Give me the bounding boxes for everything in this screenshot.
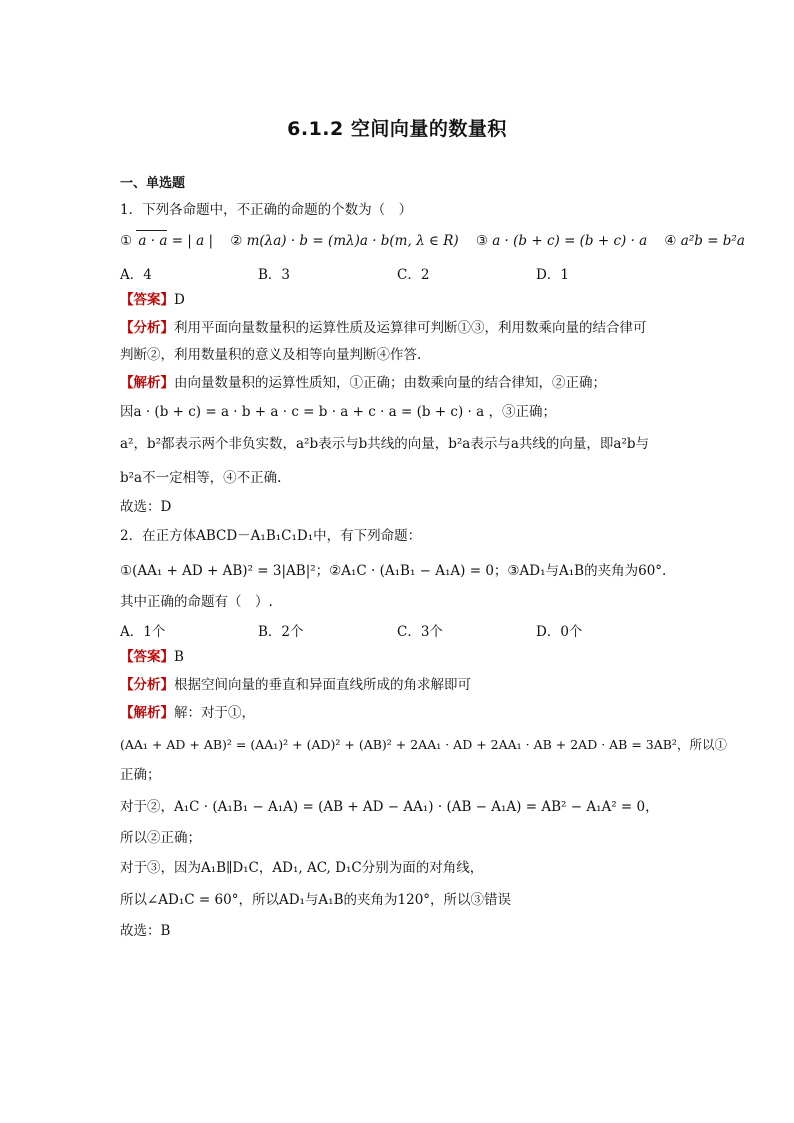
analysis-tag: 【分析】	[120, 677, 174, 693]
q1-option-a: A．4	[120, 267, 152, 283]
q1-solution-line-3: a²，b²都表示两个非负实数，a²b表示与b共线的向量，b²a表示与a共线的向量，即a²b与	[120, 436, 650, 452]
analysis-text: 根据空间向量的垂直和异面直线所成的角求解即可	[174, 677, 471, 693]
prop-1-num: ①	[120, 233, 133, 249]
q1-option-d: D．1	[536, 267, 569, 283]
solution-text: 由向量数量积的运算性质知，①正确；由数乘向量的结合律知，②正确；	[174, 375, 606, 391]
solution-tag: 【解析】	[120, 705, 174, 721]
prop-2-expr: m(λa) · b = (mλ)a · b(m, λ ∈ R)	[246, 233, 459, 249]
q1-solution-line-1	[120, 373, 606, 393]
answer-tag: 【答案】	[120, 649, 174, 665]
q2-answer	[120, 647, 184, 667]
analysis-tag: 【分析】	[120, 320, 174, 336]
answer-value: B	[174, 649, 184, 665]
prop-1-expr: a · a	[136, 230, 167, 251]
q2-solution-line-3: 对于②，A₁C · (A₁B₁ − A₁A) = (AB + AD − AA₁) · (AB − A₁A) = AB² − A₁A² = 0，	[120, 799, 659, 815]
section-heading: 一、单选题	[120, 176, 186, 191]
q2-solution-line-6: 所以∠AD₁C = 60°，所以AD₁与A₁B的夹角为120°，所以③错误	[120, 892, 512, 908]
answer-value: D	[174, 292, 185, 308]
q2-option-d: D．0个	[536, 624, 583, 640]
analysis-text: 利用平面向量数量积的运算性质及运算律可判断①③，利用数乘向量的结合律可	[174, 320, 647, 336]
q1-solution-line-4: b²a不一定相等，④不正确.	[120, 470, 282, 486]
prop-3-num: ③	[475, 233, 488, 249]
q2-solution-line-4: 所以②正确；	[120, 830, 201, 846]
prop-1-rhs: = | a |	[171, 233, 214, 249]
q2-solution-intro	[120, 703, 255, 723]
prop-3-expr: a · (b + c) = (b + c) · a	[492, 233, 648, 249]
page-title: 6.1.2 空间向量的数量积	[287, 118, 507, 140]
q2-option-b: B．2个	[258, 624, 304, 640]
q2-conclusion: 故选：B	[120, 923, 171, 939]
q2-solution-line-5: 对于③，因为A₁B∥D₁C，AD₁, AC, D₁C分别为面的对角线，	[120, 860, 484, 876]
q2-solution-line-1: (AA₁ + AD + AB)² = (AA₁)² + (AD)² + (AB)² + 2AA₁ · AD + 2AA₁ · AB + 2AD · AB = 3AB²，所以①	[120, 737, 727, 752]
question-2-propositions: ①(AA₁ + AD + AB)² = 3|AB|²；②A₁C · (A₁B₁ − A₁A) = 0；③AD₁与A₁B的夹角为60°.	[120, 563, 667, 579]
q1-option-c: C．2	[397, 267, 430, 283]
q2-option-a: A．1个	[120, 624, 166, 640]
prop-4-num: ④	[664, 233, 677, 249]
prop-4-expr: a²b = b²a	[680, 233, 745, 249]
solution-tag: 【解析】	[120, 375, 174, 391]
q2-solution-line-2: 正确；	[120, 767, 161, 783]
q1-analysis-line-2: 判断②，利用数量积的意义及相等向量判断④作答.	[120, 347, 422, 363]
question-2-stem: 2．在正方体ABCD－A₁B₁C₁D₁中，有下列命题：	[120, 528, 422, 544]
answer-tag: 【答案】	[120, 292, 174, 308]
q1-option-b: B．3	[258, 267, 291, 283]
q1-conclusion: 故选：D	[120, 499, 172, 515]
q1-analysis-line-1	[120, 318, 647, 338]
q1-answer	[120, 290, 185, 310]
solution-text: 解：对于①，	[174, 705, 255, 721]
q1-solution-line-2: 因a · (b + c) = a · b + a · c = b · a + c · a = (b + c) · a ，③正确；	[120, 404, 556, 420]
prop-2-num: ②	[230, 233, 243, 249]
question-1-propositions	[120, 230, 745, 251]
q2-option-c: C．3个	[397, 624, 443, 640]
question-2-ask: 其中正确的命题有（ ）.	[120, 594, 273, 610]
question-1-stem: 1．下列各命题中，不正确的命题的个数为（ ）	[120, 202, 413, 218]
q2-analysis	[120, 675, 471, 695]
